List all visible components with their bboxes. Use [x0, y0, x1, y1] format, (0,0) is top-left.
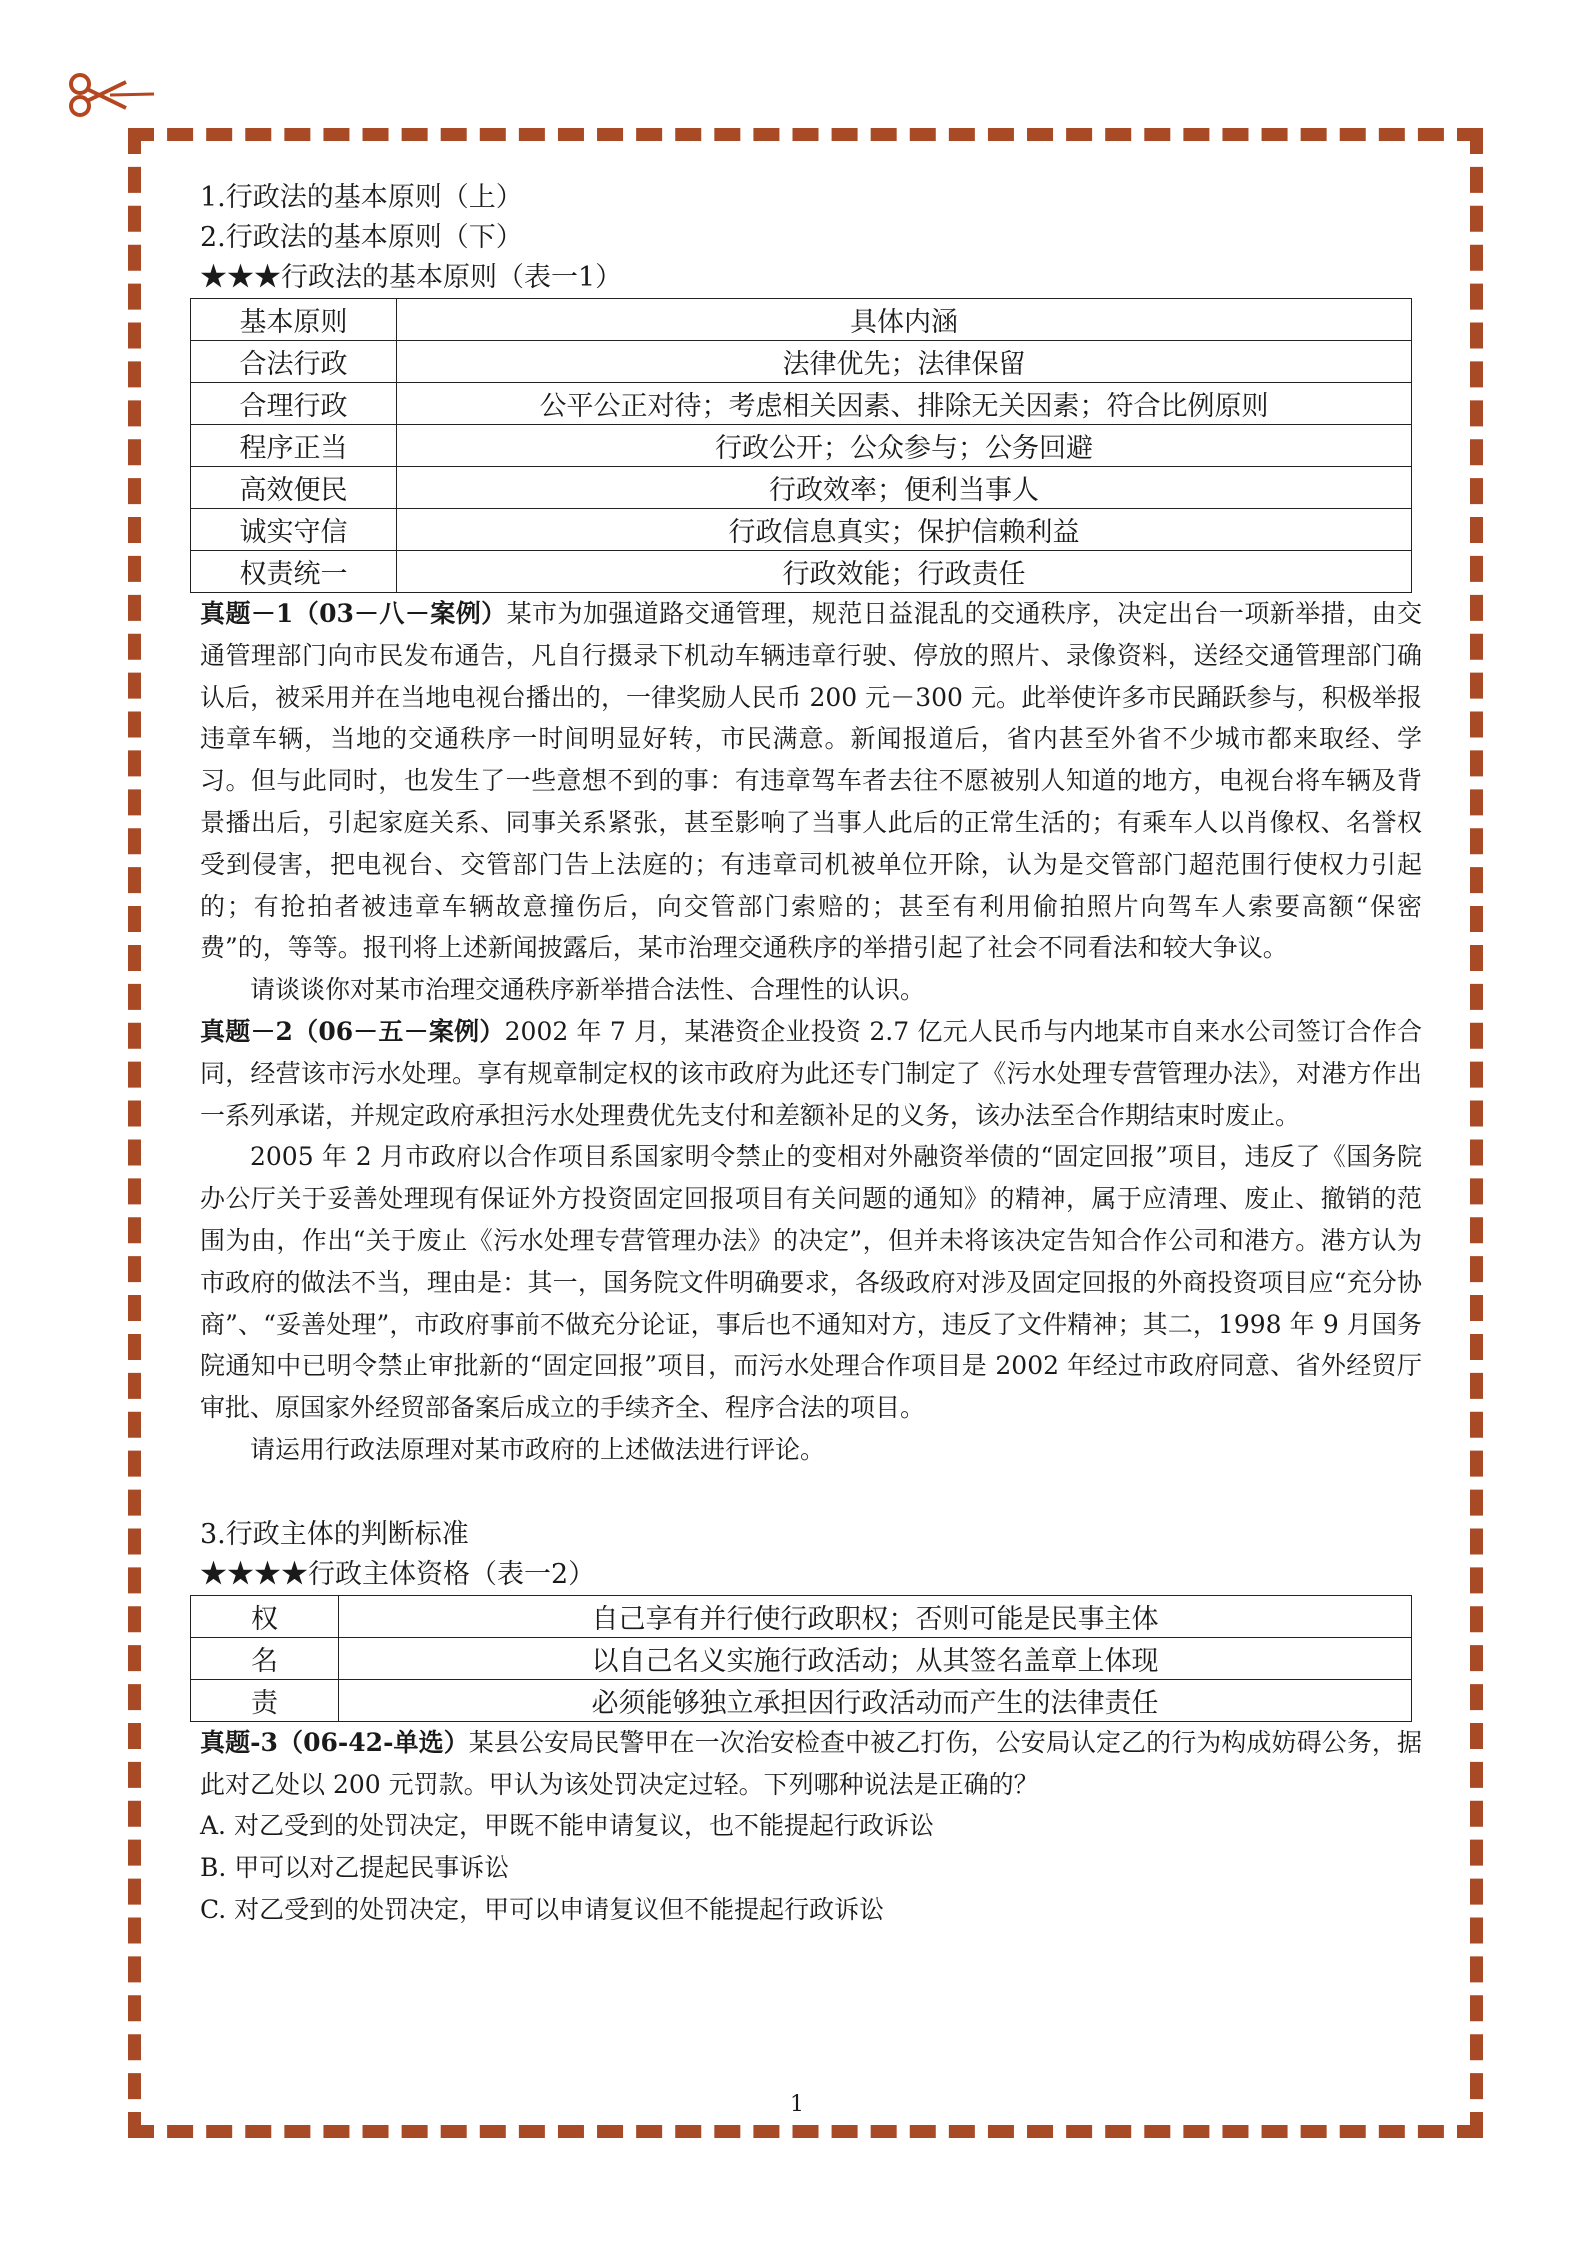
subject-qualification-table — [190, 1595, 1412, 1722]
table-header-row — [191, 299, 1412, 341]
case2-paragraph-2: 2005 年 2 月市政府以合作项目系国家明令禁止的变相对外融资举债的“固定回报”项目，违反了《国务院办公厅关于妥善处理现有保证外方投资固定回报项目有关问题的通知》的精神，属于应清理、废止、撤销的范围为由，作出“关于废止《污水处理专营管理办法》的决定”，但并未将该决定告知合作公司和港方。港方认为市政府的做法不当，理由是：其一，国务院文件明确要求，各级政府对涉及固定回报的外商投资项目应“充分协商”、“妥善处理”，市政府事前不做充分论证，事后也不通知对方，违反了文件精神；其二，1998 年 9 月国务院通知中已明令禁止审批新的“固定回报”项目，而污水处理合作项目是 2002 年经过市政府同意、省外经贸厅审批、原国家外经贸部备案后成立的手续齐全、程序合法的项目。 — [200, 1142, 1422, 1423]
table-cell: 合法行政 — [191, 341, 397, 383]
table-cell: 权责统一 — [191, 551, 397, 593]
table-row — [191, 1595, 1412, 1637]
table-row — [191, 509, 1412, 551]
table-cell: 法律优先；法律保留 — [397, 341, 1412, 383]
toc-item-2: 2.行政法的基本原则（下） — [200, 222, 523, 253]
table-row — [191, 1679, 1412, 1721]
table-cell: 程序正当 — [191, 425, 397, 467]
table-header-cell: 基本原则 — [191, 299, 397, 341]
table2-title: ★★★★行政主体资格（表一2） — [200, 1558, 596, 1590]
case3-paragraph — [200, 1722, 1422, 1806]
table-header-cell: 具体内涵 — [397, 299, 1412, 341]
case3-text: 某县公安局民警甲在一次治安检查中被乙打伤，公安局认定乙的行为构成妨碍公务，据此对乙处以 200 元罚款。甲认为该处罚决定过轻。下列哪种说法是正确的？ — [200, 1727, 1422, 1799]
option-c: C. 对乙受到的处罚决定，甲可以申请复议但不能提起行政诉讼 — [200, 1895, 885, 1925]
table-row — [191, 383, 1412, 425]
case1-paragraph — [200, 593, 1422, 969]
case1-question: 请谈谈你对某市治理交通秩序新举措合法性、合理性的认识。 — [250, 975, 926, 1005]
table-cell: 诚实守信 — [191, 509, 397, 551]
table-row — [191, 551, 1412, 593]
case2-label: 真题－2（06－五－案例） — [200, 1016, 505, 1046]
toc-item-1: 1.行政法的基本原则（上） — [200, 182, 523, 213]
case2-text: 2002 年 7 月，某港资企业投资 2.7 亿元人民币与内地某市自来水公司签订合作合同，经营该市污水处理。享有规章制定权的该市政府为此还专门制定了《污水处理专营管理办法》，对港方作出一系列承诺，并规定政府承担污水处理费优先支付和差额补足的义务，该办法至合作期结束时废止。 — [200, 1016, 1422, 1130]
case2-paragraph — [200, 1011, 1422, 1136]
case3-options — [200, 1805, 1422, 1931]
table-cell: 行政信息真实；保护信赖利益 — [397, 509, 1412, 551]
table-cell: 名 — [191, 1637, 339, 1679]
page-content — [200, 178, 1422, 1931]
table-cell: 责 — [191, 1679, 339, 1721]
table-cell: 以自己名义实施行政活动；从其签名盖章上体现 — [339, 1637, 1412, 1679]
table-row — [191, 467, 1412, 509]
scissors-icon — [66, 70, 156, 120]
table-cell: 行政效能；行政责任 — [397, 551, 1412, 593]
table-cell: 行政效率；便利当事人 — [397, 467, 1412, 509]
section3-heading: 3.行政主体的判断标准 — [200, 1518, 469, 1550]
table-row — [191, 341, 1412, 383]
option-a: A. 对乙受到的处罚决定，甲既不能申请复议，也不能提起行政诉讼 — [200, 1811, 934, 1841]
table-cell: 公平公正对待；考虑相关因素、排除无关因素；符合比例原则 — [397, 383, 1412, 425]
case1-label: 真题－1（03－八－案例） — [200, 599, 507, 628]
table-cell: 必须能够独立承担因行政活动而产生的法律责任 — [339, 1679, 1412, 1721]
page-number: 1 — [790, 2092, 804, 2117]
case3-label: 真题-3（06-42-单选） — [200, 1727, 469, 1757]
table1-title: ★★★行政法的基本原则（表一1） — [200, 262, 623, 293]
case2-question: 请运用行政法原理对某市政府的上述做法进行评论。 — [250, 1434, 826, 1464]
table-cell: 合理行政 — [191, 383, 397, 425]
table-row — [191, 425, 1412, 467]
table-cell: 行政公开；公众参与；公务回避 — [397, 425, 1412, 467]
table-cell: 自己享有并行使行政职权；否则可能是民事主体 — [339, 1595, 1412, 1637]
table-row — [191, 1637, 1412, 1679]
case1-text: 某市为加强道路交通管理，规范日益混乱的交通秩序，决定出台一项新举措，由交通管理部门向市民发布通告，凡自行摄录下机动车辆违章行驶、停放的照片、录像资料，送经交通管理部门确认后，被采用并在当地电视台播出的，一律奖励人民币 200 元－300 元。此举使许多市民踊跃参与，积极举报违章车辆，当地的交通秩序一时间明显好转，市民满意。新闻报道后，省内甚至外省不少城市都来取经、学习。但与此同时，也发生了一些意想不到的事：有违章驾车者去往不愿被别人知道的地方，电视台将车辆及背景播出后，引起家庭关系、同事关系紧张，甚至影响了当事人此后的正常生活的；有乘车人以肖像权、名誉权受到侵害，把电视台、交管部门告上法庭的；有违章司机被单位开除，认为是交管部门超范围行使权力引起的；有抢拍者被违章车辆故意撞伤后，向交管部门索赔的；甚至有利用偷拍照片向驾车人索要高额“保密费”的，等等。报刊将上述新闻披露后，某市治理交通秩序的举措引起了社会不同看法和较大争议。 — [200, 599, 1422, 963]
table-cell: 高效便民 — [191, 467, 397, 509]
table-cell: 权 — [191, 1595, 339, 1637]
option-b: B. 甲可以对乙提起民事诉讼 — [200, 1853, 510, 1883]
principles-table — [190, 298, 1412, 593]
